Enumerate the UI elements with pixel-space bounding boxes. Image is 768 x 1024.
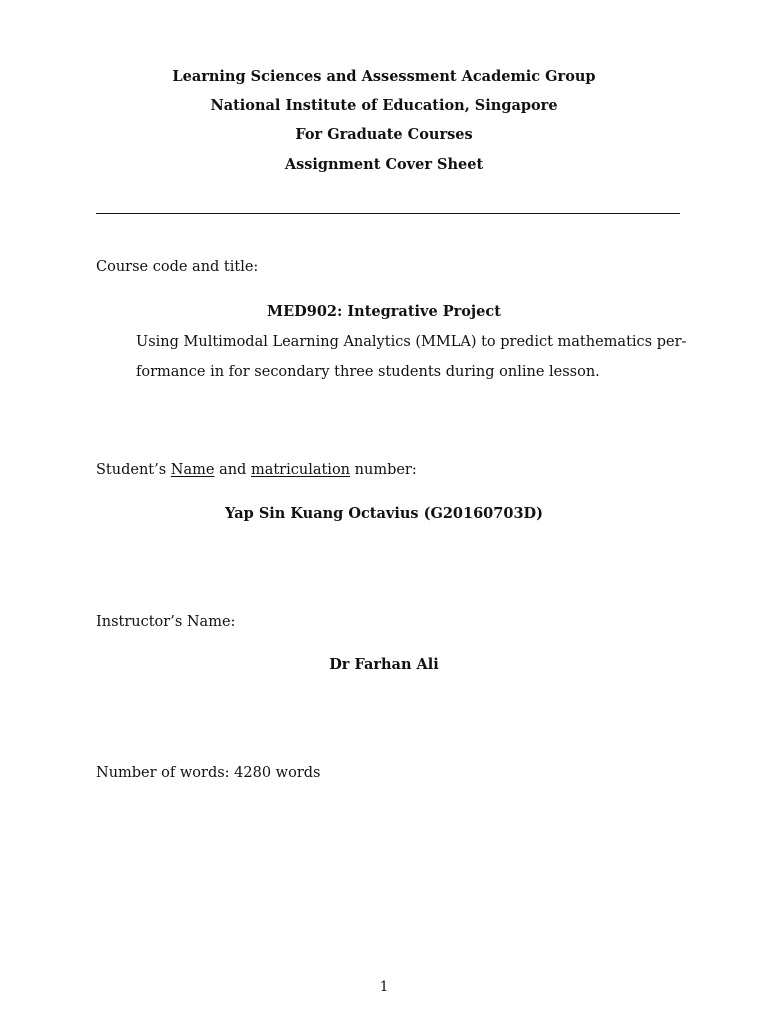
course-description-line-2: formance in for secondary three students during online lesson. — [136, 364, 600, 380]
header-divider — [96, 213, 680, 214]
word-count: Number of words: 4280 words — [96, 765, 321, 781]
page-number: 1 — [379, 979, 389, 995]
header-course-level: For Graduate Courses — [295, 126, 473, 143]
header-sheet-title: Assignment Cover Sheet — [284, 156, 484, 173]
instructor-name-value: Dr Farhan Ali — [329, 656, 439, 673]
course-label: Course code and title: — [96, 259, 259, 275]
course-code-title: MED902: Integrative Project — [267, 303, 501, 320]
student-label — [96, 462, 417, 478]
course-description-line-1: Using Multimodal Learning Analytics (MMLA) to predict mathematics per- — [136, 334, 687, 350]
student-label-suffix: number: — [350, 462, 417, 478]
student-label-prefix: Student’s — [96, 462, 171, 478]
instructor-label: Instructor’s Name: — [96, 614, 236, 630]
student-label-matriculation: matriculation — [250, 462, 351, 478]
student-label-and: and — [214, 462, 251, 478]
header-group-name: Learning Sciences and Assessment Academic Group — [172, 68, 596, 85]
student-name-value: Yap Sin Kuang Octavius (G20160703D) — [225, 505, 543, 522]
student-label-name: Name — [170, 462, 215, 478]
header-institute: National Institute of Education, Singapore — [210, 97, 558, 114]
